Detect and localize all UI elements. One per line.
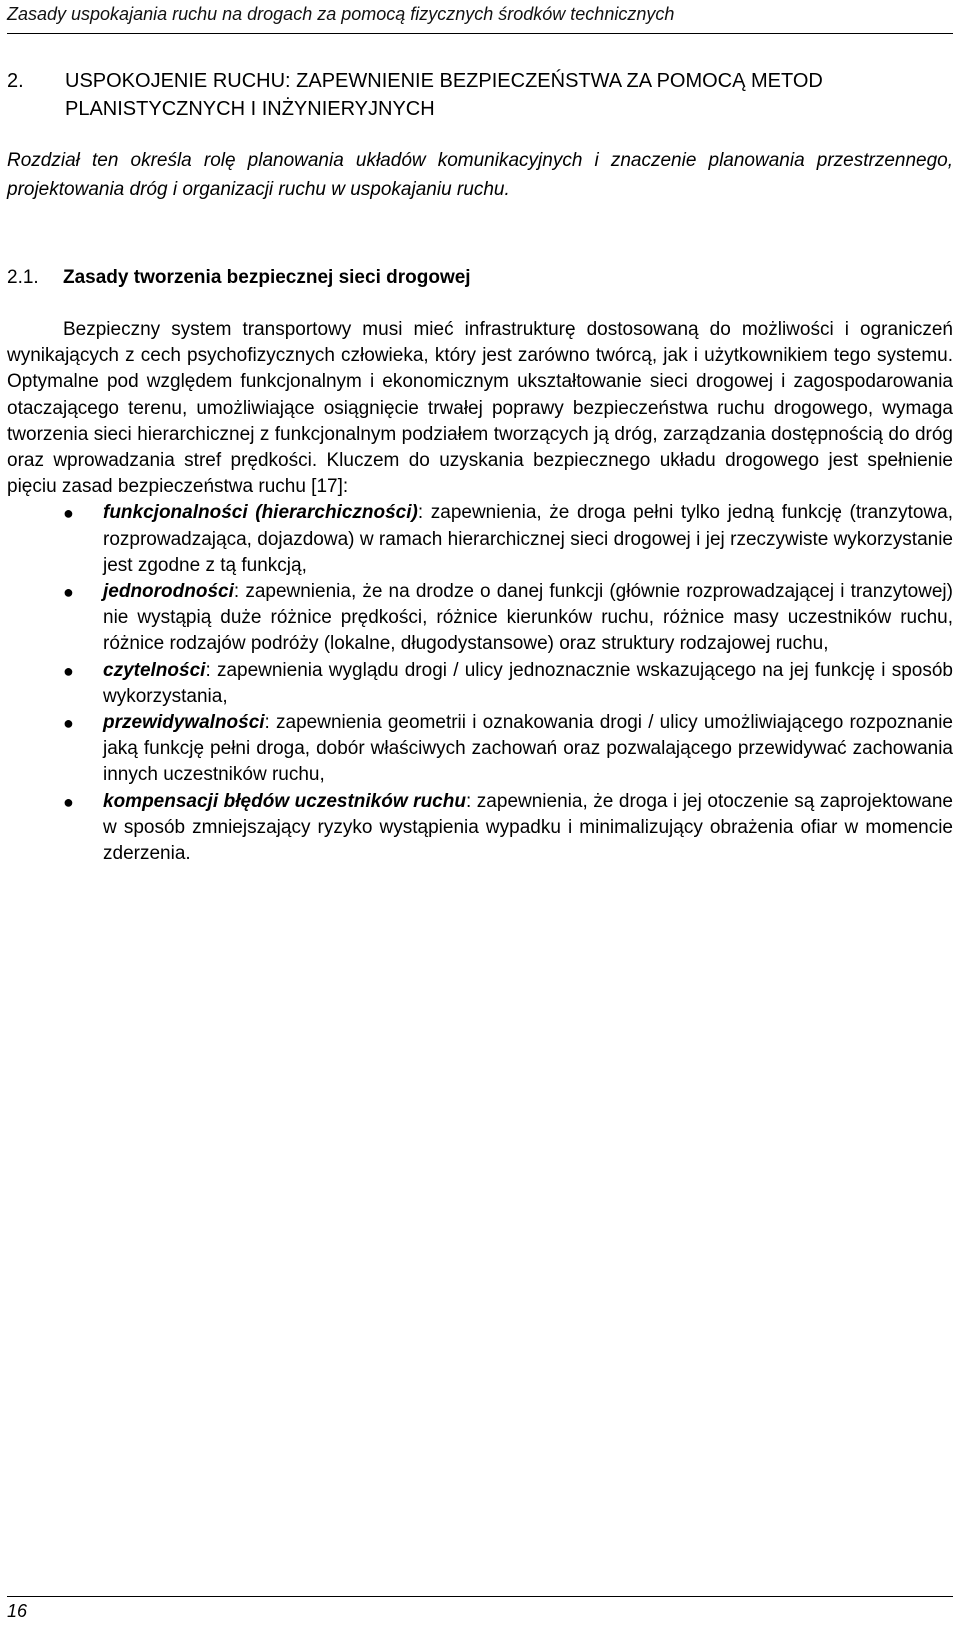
bullet-icon: ● (63, 791, 74, 812)
principle-colon: : (264, 712, 270, 734)
section-number: 2.1. (7, 267, 39, 288)
bullet-icon: ● (63, 660, 74, 681)
principle-text: zapewnienia geometrii i oznakowania drogi / ulicy umożliwiającego rozpoznanie jaką funkcję pełni droga, dobór właściwych zachowań oraz pozwalającego przewidywać zachowania innych uczestników ruchu, (103, 712, 953, 786)
principle-term: funkcjonalności (hierarchiczności) (103, 502, 418, 524)
principle-term: przewidywalności (103, 712, 265, 734)
section-title: Zasady tworzenia bezpiecznej sieci drogowej (63, 267, 471, 288)
list-item (7, 579, 953, 658)
chapter-title: USPOKOJENIE RUCHU: ZAPEWNIENIE BEZPIECZEŃSTWA ZA POMOCĄ METOD PLANISTYCZNYCH I INŻYNIERYJNYCH (65, 70, 823, 120)
principle-term: jednorodności (103, 581, 234, 603)
principle-colon: : (417, 502, 424, 524)
header-rule (7, 33, 953, 34)
list-item (7, 710, 953, 789)
principle-text: zapewnienia, że droga pełni tylko jedną funkcję (tranzytowa, rozprowadzająca, dojazdowa) w ramach hierarchicznej sieci drogowej i jej rzeczywiste wykorzystanie jest zgodne z tą funkcją, (103, 502, 953, 576)
chapter-number: 2. (7, 70, 24, 92)
bullet-icon: ● (63, 503, 74, 524)
principle-text: zapewnienia, że droga i jej otoczenie są zaprojektowane w sposób zmniejszający ryzyko wystąpienia wypadku i minimalizujący obrażenia ofiar w momencie zderzenia. (103, 790, 953, 865)
chapter-heading (7, 67, 953, 123)
list-item (7, 789, 953, 868)
chapter-intro: Rozdział ten określa rolę planowania układów komunikacyjnych i znaczenie planowania przestrzennego, projektowania dróg i organizacji ruchu w uspokajaniu ruchu. (7, 150, 953, 200)
principles-list (7, 500, 953, 867)
bullet-icon: ● (63, 582, 74, 603)
principle-colon: : (205, 659, 211, 681)
principle-term: kompensacji błędów uczestników ruchu (103, 790, 466, 812)
section-body (7, 317, 953, 867)
bullet-icon: ● (63, 713, 74, 734)
footer-rule (7, 1596, 953, 1597)
document-page (7, 0, 953, 1627)
running-header: Zasady uspokajania ruchu na drogach za pomocą fizycznych środków technicznych (7, 4, 675, 24)
principle-text: zapewnienia, że na drodze o danej funkcji (głównie rozprowadzającej i tranzytowej) nie wystąpią duże różnice prędkości, różnice kierunków ruchu, różnice masy uczestników ruchu, różnice rodzajów podróży (lokalne, długodystansowe) oraz struktury rodzajowej ruchu, (103, 581, 953, 655)
list-item (7, 658, 953, 710)
principle-text: zapewnienia wyglądu drogi / ulicy jednoznacznie wskazującego na jej funkcję i sposób wykorzystania, (103, 659, 953, 707)
body-paragraph: Bezpieczny system transportowy musi mieć infrastrukturę dostosowaną do możliwości i ograniczeń wynikających z cech psychofizycznych człowieka, który jest zarówno twórcą, jak i użytkownikiem tego systemu. Optymalne pod względem funkcjonalnym i ekonomicznym ukształtowanie sieci drogowej i zagospodarowania otaczającego terenu, umożliwiające osiągnięcie trwałej poprawy bezpieczeństwa ruchu drogowego, wymaga tworzenia sieci hierarchicznej z funkcjonalnym podziałem tworzących ją dróg, zarządzania dostępnością do dróg oraz wprowadzania stref prędkości. Kluczem do uzyskania bezpiecznego układu drogowego jest spełnienie pięciu zasad bezpieczeństwa ruchu [17]: (7, 319, 953, 498)
section-heading (7, 265, 953, 291)
list-item (7, 500, 953, 579)
principle-colon: : (233, 581, 240, 603)
principle-term: czytelności (103, 659, 206, 681)
page-number: 16 (7, 1601, 28, 1621)
principle-colon: : (465, 790, 472, 812)
